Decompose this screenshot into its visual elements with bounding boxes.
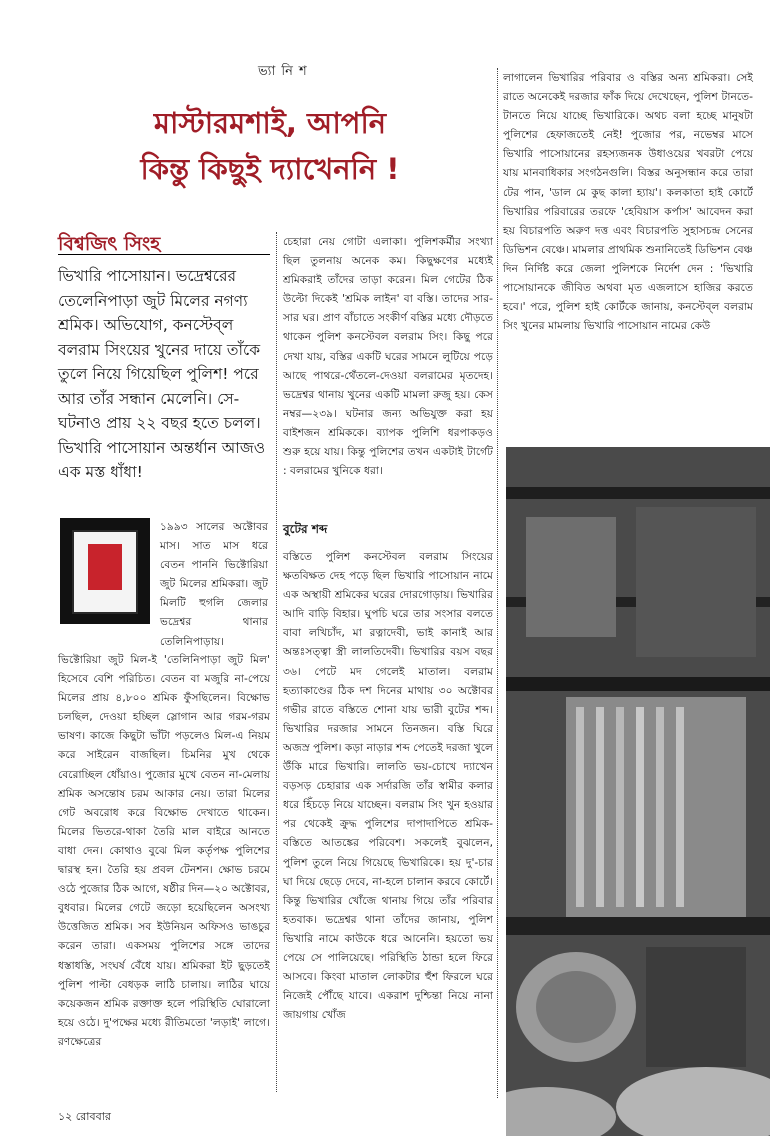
jute-mill-photo	[506, 447, 770, 1136]
column-2-bottom: বস্তিতে পুলিশ কনস্টেবল বলরাম সিংয়ের ক্ষতবিক্ষত দেহ পড়ে ছিল ভিখারি পাসোয়ান নামে এক অস্থায়ী শ্রমিকের ঘরের দোরগোড়ায়। ভিখারির আদি বাড়ি বিহার। ঘুপচি ঘরে তার সংসার বলতে বাবা লখিচাঁদ, মা রত্নাদেবী, ভাই কানাই আর অন্তঃসত্ত্বা স্ত্রী লালতিদেবী। ভিখারির বয়স বছর ৩৬। পেটে মদ গেলেই মাতাল। বলরাম হত্যাকাণ্ডের ঠিক দশ দিনের মাথায় ৩০ অক্টোবর গভীর রাতে বস্তিতে শোনা যায় ভারী বুটের শব্দ। ভিখারির দরজার সামনে তিনজন। বস্তি ঘিরে অজস্র পুলিশ। কড়া নাড়ার শব্দ পেতেই দরজা খুলে উঁকি মারে ভিখারি। লালতি ভয়-চোখে দ্যাখেন বড়সড় চেহারার এক সর্দারজি তাঁর স্বামীর কলার ধরে হিঁচড়ে নিয়ে যাচ্ছেন। বলরাম সিং খুন হওয়ার পর থেকেই ক্রুদ্ধ পুলিশের দাপাদাপিতে শ্রমিক-বস্তিতে আতঙ্কের পরিবেশ। সকলেই বুঝলেন, পুলিশ তুলে নিয়ে গিয়েছে ভিখারিকে। হয় দু'-চার ঘা দিয়ে ছেড়ে দেবে, না-হলে চালান করবে কোর্টে। কিন্তু ভিখারির খোঁজে থানায় গিয়ে তাঁর পরিবার হতবাক। ভদ্রেশ্বর থানা তাঁদের জানায়, পুলিশ ভিখারি নামে কাউকে ধরে আনেনি। হয়তো ভয় পেয়ে সে পালিয়েছে। পরিস্থিতি ঠান্ডা হলে ফিরে আসবে। কিংবা মাতাল লোকটার হুঁশ ফিরলে ঘরে নিজেই পৌঁছে যাবে। একরাশ দুশ্চিন্তা নিয়ে নানা জায়গায় খোঁজ	[283, 550, 493, 1022]
column-divider-1	[276, 232, 277, 1092]
logo-figure-icon	[88, 544, 122, 590]
section-label: ভ্যা নি শ	[258, 64, 308, 79]
column-1-intro: ১৯৯৩ সালের অক্টোবর মাস। সাত মাস ধরে বেতন পাননি ভিক্টোরিয়া জুট মিলের শ্রমিকরা। জুট মিলটি হুগলি জেলার ভদ্রেশ্বর থানার তেলিনিপাড়ায়।	[160, 520, 268, 648]
headline-line-2: কিন্তু কিছুই দ্যাখেননি !	[140, 152, 400, 186]
column-2-top: চেহারা নেয় গোটা এলাকা। পুলিশকর্মীর সংখ্যা ছিল তুলনায় অনেক কম। কিছুক্ষণের মধ্যেই শ্রমিকরাই তাঁদের তাড়া করেন। মিল গেটের ঠিক উল্টো দিকেই 'শ্রমিক লাইন' বা বস্তি। তাদের সার-সার ঘর। প্রাণ বাঁচাতে সংকীর্ণ বস্তির মধ্যে দৌড়তে থাকেন পুলিশ কনস্টেবল বলরাম সিং। কিছু পরে দেখা যায়, বস্তির একটি ঘরের সামনে লুটিয়ে পড়ে আছে পাথরে-থেঁতলে-দেওয়া বলরামের মৃতদেহ। ভদ্রেশ্বর থানায় খুনের একটি মামলা রুজু হয়। কেস নম্বর—২৩৯। ঘটনার জন্য অভিযুক্ত করা হয় বাইশজন শ্রমিককে। ব্যাপক পুলিশি ধরপাকড়ও শুরু হয়ে যায়। কিন্তু পুলিশের তখন একটাই টার্গেট : বলরামের খুনিকে ধরা।	[283, 235, 493, 478]
headline	[100, 100, 440, 192]
column-divider-2	[497, 68, 498, 1098]
logo-frame	[72, 530, 138, 614]
column-3: লাগালেন ভিখারির পরিবার ও বস্তির অন্য শ্রমিকরা। সেই রাতে অনেকেই দরজার ফাঁক দিয়ে দেখেছেন, পুলিশ টানতে-টানতে নিয়ে যাচ্ছে ভিখারিকে। অথচ বলা হচ্ছে মানুষটা পুলিশের হেফাজতেই নেই! পুজোর পর, নভেম্বর মাসে ভিখারি পাসোয়ানের রহস্যজনক উধাওয়ের খবরটা পেয়ে যায় মানবাধিকার সংগঠনগুলি। বিস্তর অনুসন্ধান করে তারা টের পান, 'ডাল মে কুছ কালা হ্যায়'। কলকাতা হাই কোর্টে ভিখারির পরিবারের তরফে 'হেবিয়াস কর্পাস' আবেদন করা হয় বিচারপতি অরুণ দত্ত এবং বিচারপতি সুহাসচন্দ্র সেনের ডিভিশন বেঞ্চে। মামলার প্রাথমিক শুনানিতেই ডিভিশন বেঞ্চ দিন নির্দিষ্ট করে জেলা পুলিশকে নির্দেশ দেন : 'ভিখারি পাসোয়ানকে জীবিত অথবা মৃত এজলাসে হাজির করতে হবে।' পরে, পুলিশ হাই কোর্টকে জানায়, কনস্টেব্‌ল বলরাম সিং খুনের মামলায় ভিখারি পাসোয়ান নামের কেউ	[503, 71, 753, 333]
byline: বিশ্বজিৎ সিংহ	[58, 233, 161, 255]
subheading: বুটের শব্দ	[283, 522, 328, 536]
photo-illustration	[506, 447, 770, 1136]
page-footer: ১২ রোববার	[58, 1110, 111, 1123]
column-1-body: ভিক্টোরিয়া জুট মিল-ই 'তেলিনিপাড়া জুট মিল' হিসেবে বেশি পরিচিত। বেতন বা মজুরি না-পেয়ে মিলের প্রায় ৪,৮০০ শ্রমিক ফুঁসছিলেন। বিক্ষোভ চলছিল, দেওয়া হচ্ছিল স্লোগান আর গরম-গরম ভাষণ। কাজে কিছুটা ভাঁটা পড়লেও মিল-এ নিয়ম করে সাইরেন বাজছিল। চিমনির মুখ থেকে বেরোচ্ছিল ধোঁয়াও। পুজোর মুখে বেতন না-মেলায় শ্রমিক অসন্তোষ চরম আকার নেয়। তারা মিলের গেট অবরোধ করে বিক্ষোভ দেখাতে থাকেন। মিলের ভিতরে-থাকা তৈরি মাল বাইরে আনতে বাধা দেন। কোথাও বুঝে মিল কর্তৃপক্ষ পুলিশের দ্বারস্থ হন। তৈরি হয় প্রবল টেনশন। ক্ষোভ চরমে ওঠে পুজোর ঠিক আগে, ষষ্ঠীর দিন—২০ অক্টোবর, বুধবার। মিলের গেটে জড়ো হয়েছিলেন অসংখ্য উত্তেজিত শ্রমিক। সব ইউনিয়ন অফিসও ভাঙচুর করেন তারা। একসময় পুলিশের সঙ্গে তাদের ধস্তাধস্তি, সংঘর্ষ বেঁধে যায়। শ্রমিকরা ইট ছুড়তেই পুলিশ পাল্টা বেধড়ক লাঠি চালায়। লাঠির ঘায়ে কয়েকজন শ্রমিক রক্তাক্ত হলে পরিস্থিতি ঘোরালো হয়ে ওঠে। দু'পক্ষের মধ্যে রীতিমতো 'লড়াই' লাগে। রণক্ষেত্রের	[58, 653, 270, 1048]
magazine-logo	[60, 518, 150, 624]
lead-paragraph: ভিখারি পাসোয়ান। ভদ্রেশ্বরের তেলেনিপাড়া জুট মিলের নগণ্য শ্রমিক। অভিযোগ, কনস্টেব্‌ল বলরাম সিংয়ের খুনের দায়ে তাঁকে তুলে নিয়ে গিয়েছিল পুলিশ! পরে আর তাঁর সন্ধান মেলেনি। সে-ঘটনাও প্রায় ২২ বছর হতে চলল। ভিখারি পাসোয়ান অন্তর্ধান আজও এক মস্ত ধাঁধা!	[58, 267, 266, 481]
headline-line-1: মাস্টারমশাই, আপনি	[153, 106, 387, 140]
